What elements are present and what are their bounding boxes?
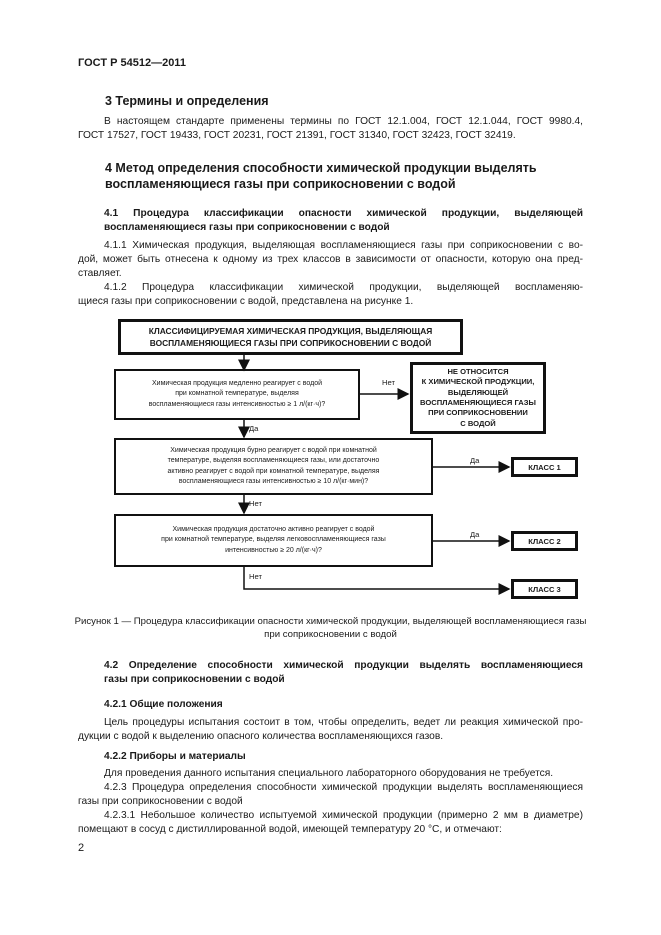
flowchart-yes-label: Да [470,456,480,465]
flowchart-yes-label: Да [249,424,259,433]
section-3-text [78,115,583,143]
box-line: Химическая продукция достаточно активно реагирует с водой [172,525,375,533]
box-line: С ВОДОЙ [460,418,496,428]
flowchart-question-1 [114,369,360,420]
text-line: 4.1.2 Процедура классификации химической продукции, выделяющей воспламеняю- [104,282,583,293]
text-line: помещают в сосуд с дистиллированной водой, имеющей температуру 20 °С, и отмечают: [78,824,502,836]
box-line: интенсивностью ≥ 20 л/(кг·ч)? [225,546,322,554]
box-line: ВОСПЛАМЕНЯЮЩИЕСЯ ГАЗЫ [420,398,536,407]
flowchart-not-applicable-box [410,362,546,434]
box-line: воспламеняющиеся газы интенсивностью ≥ 1 л/(кг·ч)? [148,400,326,408]
page-number: 2 [78,842,85,854]
paragraph-4-1-2 [78,281,583,309]
box-line: при комнатной температуре, выделяя легковоспламеняющиеся газы [161,536,386,544]
document-header: ГОСТ Р 54512—2011 [78,57,186,69]
heading-line: воспламеняющиеся газы при соприкосновении с водой [105,177,456,191]
paragraph-4-2-3 [78,781,583,809]
flowchart-class-1: КЛАСС 1 [511,457,578,477]
text-line: 4.1.1 Химическая продукция, выделяющая воспламеняющиеся газы при соприкосновении с во- [104,240,583,251]
paragraph-4-2-3-1 [78,809,583,837]
arrow-q3-no [244,567,509,589]
box-line: ВОСПЛАМЕНЯЮЩИЕСЯ ГАЗЫ ПРИ СОПРИКОСНОВЕНИИ С ВОДОЙ [149,338,432,348]
text-line: В настоящем стандарте применены термины по ГОСТ 12.1.004, ГОСТ 12.1.044, ГОСТ 9980.4, [104,116,583,127]
heading-line: 4.2 Определение способности химической продукции выделять воспламеняющиеся [104,660,583,671]
subsection-4-1-heading [78,207,583,235]
flowchart-no-label: Нет [249,499,262,508]
text-line: щиеся газы при соприкосновении с водой, представлена на рисунке 1. [78,296,414,308]
box-line: НЕ ОТНОСИТСЯ [447,366,509,376]
box-line: температуре, выделяя воспламеняющиеся газы, или достаточно [167,457,380,464]
subsection-4-2-1-heading: 4.2.1 Общие положения [104,699,223,710]
figure-caption [70,615,591,641]
box-line: ВЫДЕЛЯЮЩЕЙ [447,387,509,397]
text-line: ГОСТ 17527, ГОСТ 19433, ГОСТ 20231, ГОСТ 21391, ГОСТ 31340, ГОСТ 32423, ГОСТ 32419. [78,130,516,142]
box-line: К ХИМИЧЕСКОЙ ПРОДУКЦИИ, [421,377,535,387]
heading-line: 4 Метод определения способности химической продукции выделять [105,161,537,175]
box-line: активно реагирует с водой при комнатной температуре, выделяя [167,467,380,475]
box-line: ПРИ СОПРИКОСНОВЕНИИ [428,408,528,418]
text-line: дой, может быть отнесена к одному из трех классов в зависимости от опасности, которую она пред- [78,254,583,266]
subsection-4-2-2-heading: 4.2.2 Приборы и материалы [104,751,246,762]
box-line: Химическая продукция медленно реагирует с водой [152,379,322,387]
section-3-heading: 3 Термины и определения [105,94,269,108]
flowchart-start-box [118,319,463,355]
caption-line: при соприкосновении с водой [264,629,397,640]
section-4-heading [105,160,537,192]
paragraph-4-1-1 [78,239,583,282]
flowchart-no-label: Нет [249,572,262,581]
text-line: 4.2.3.1 Небольшое количество испытуемой химической продукции (примерно 2 мм в диаметре) [104,810,583,821]
flowchart-question-3 [114,514,433,567]
text-line: Цель процедуры испытания состоит в том, чтобы определить, ведет ли реакция химической про- [104,717,583,728]
flowchart-class-2: КЛАСС 2 [511,531,578,551]
text-line: ставляет. [78,268,122,280]
flowchart-class-3: КЛАСС 3 [511,579,578,599]
caption-line: Рисунок 1 — Процедура классификации опасности химической продукции, выделяющей воспламеняющиеся газы [74,616,587,627]
text-line: газы при соприкосновении с водой [78,796,243,808]
paragraph-4-2-1 [78,716,583,744]
heading-line: воспламеняющиеся газы при соприкосновении с водой [104,222,390,234]
box-line: Химическая продукция бурно реагирует с водой при комнатной [170,446,377,454]
box-line: воспламеняющиеся газы интенсивностью ≥ 10 л/(кг·мин)? [178,478,369,485]
box-line: КЛАССИФИЦИРУЕМАЯ ХИМИЧЕСКАЯ ПРОДУКЦИЯ, ВЫДЕЛЯЮЩАЯ [148,326,433,336]
text-line: 4.2.3 Процедура определения способности химической продукции выделять воспламеняющиеся [104,782,583,793]
flowchart-no-label: Нет [382,378,395,387]
subsection-4-2-heading [78,659,583,687]
heading-line: 4.1 Процедура классификации опасности химической продукции, выделяющей [104,208,583,219]
heading-line: газы при соприкосновении с водой [104,674,285,686]
flowchart-question-2 [114,438,433,495]
text-line: дукции с водой к выделению опасного количества воспламеняющихся газов. [78,731,444,743]
box-line: при комнатной температуре, выделяя [175,390,299,398]
paragraph-4-2-2: Для проведения данного испытания специального лабораторного оборудования не требуется. [104,768,554,779]
flowchart-yes-label: Да [470,530,480,539]
